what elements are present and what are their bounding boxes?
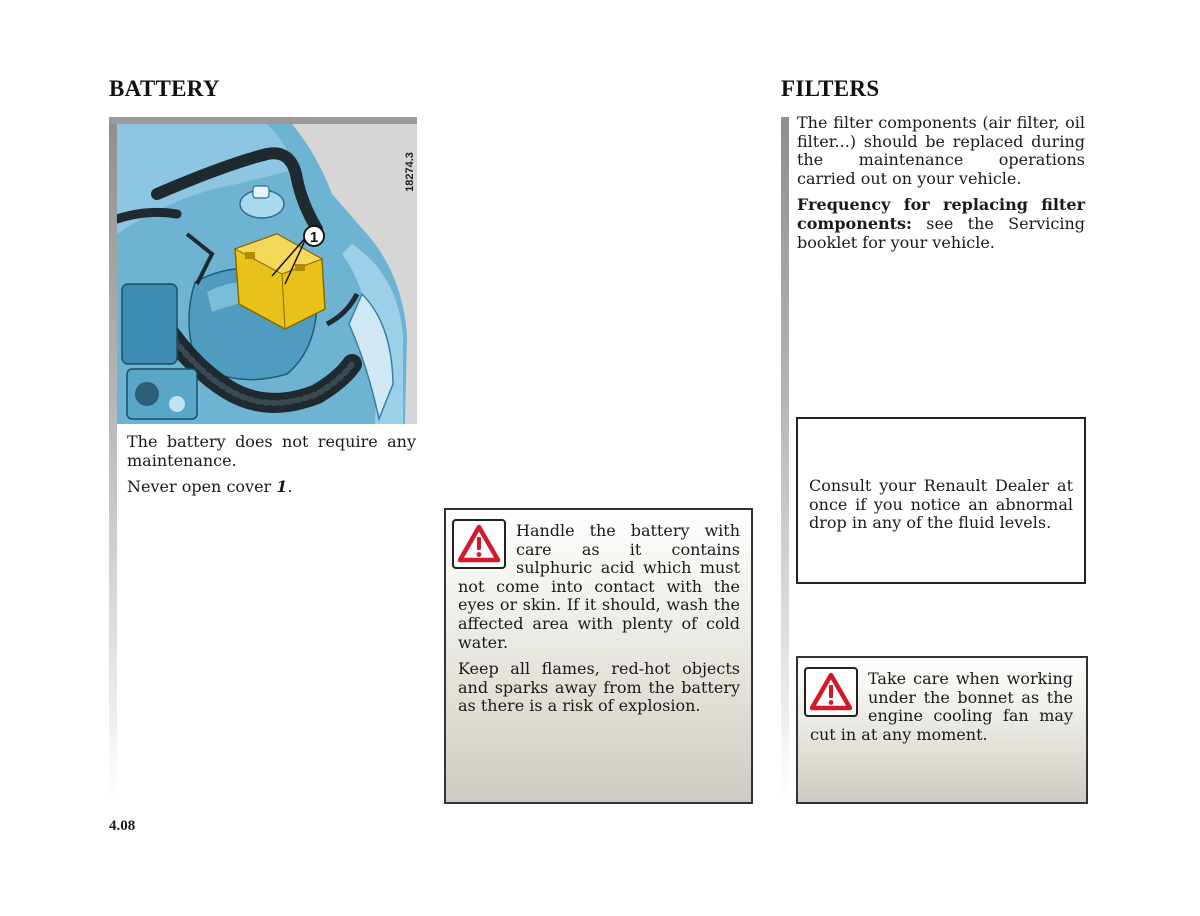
dealer-info-text: Consult your Renault Dealer at once if you notice an abnormal drop in any of the fluid levels. [809, 476, 1073, 533]
filters-frequency: Frequency for replacing filter components: see the Servicing booklet for your vehicle. [797, 195, 1085, 252]
battery-warning-box [444, 508, 753, 804]
filters-title: FILTERS [781, 76, 880, 101]
battery-cover-note: Never open cover 1. [127, 477, 293, 497]
explosion-warning-text: Keep all flames, red-hot objects and sparks away from the battery as there is a risk of explosion. [458, 659, 740, 716]
battery-text [127, 433, 416, 505]
page-number: 4.08 [109, 818, 136, 834]
cover-reference: 1 [276, 477, 288, 497]
warning-triangle-icon [804, 667, 858, 717]
figure-reference: 18274.3 [404, 152, 416, 192]
right-column-rule [781, 117, 789, 800]
left-column-rule [109, 117, 117, 800]
fan-warning-box [796, 656, 1088, 804]
acid-warning-text: Handle the battery with care as it contains sulphuric acid which must not come into contact with the eyes or skin. If it should, wash the affected area with plenty of cold water. [458, 521, 740, 652]
fan-warning-text: Take care when working under the bonnet as the engine cooling fan may cut in at any moment. [810, 669, 1073, 744]
figure-top-rule [109, 117, 417, 124]
battery-title: BATTERY [109, 76, 220, 101]
battery-callout-number: 1 [309, 229, 319, 246]
filters-intro: The filter components (air filter, oil filter...) should be replaced during the maintenance operations carried out on your vehicle. [797, 113, 1085, 188]
engine-bay-illustration [117, 124, 417, 424]
dealer-info-box [796, 417, 1086, 584]
warning-triangle-icon [452, 519, 506, 569]
battery-maintenance-note: The battery does not require any maintenance. [127, 432, 416, 470]
filters-text [797, 114, 1085, 260]
